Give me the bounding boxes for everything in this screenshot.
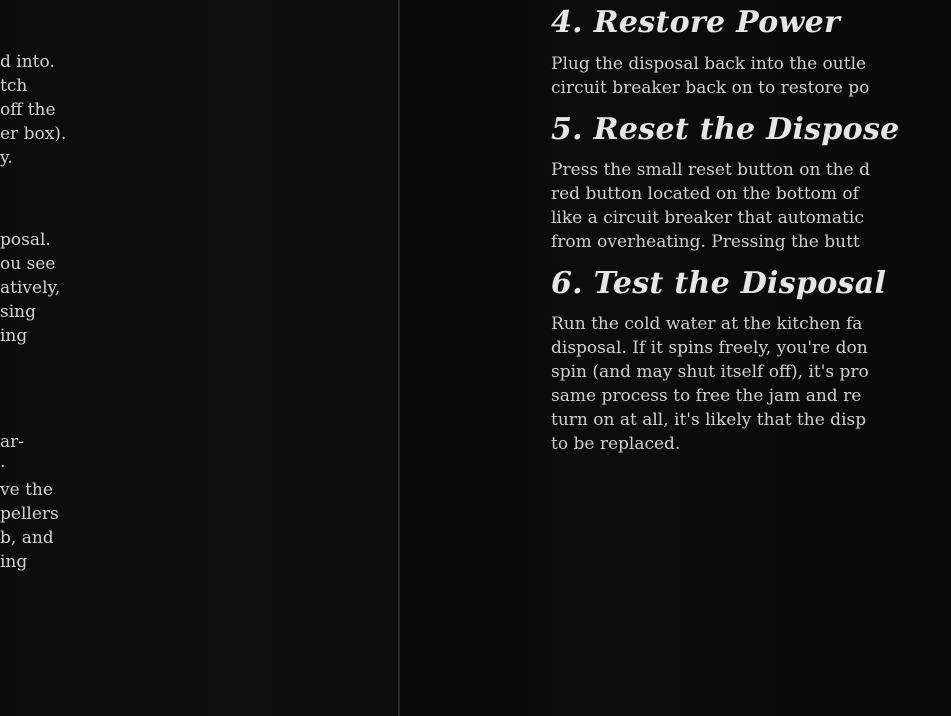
left-text-line: atively, <box>0 278 61 298</box>
body-line: like a circuit breaker that automatic <box>551 208 864 228</box>
left-text-line: off the <box>0 100 56 120</box>
left-page-text <box>0 0 398 716</box>
left-text-line: ou see <box>0 254 56 274</box>
body-line: same process to free the jam and re <box>551 386 862 406</box>
left-page <box>0 0 398 716</box>
left-text-line: tch <box>0 76 28 96</box>
body-line: circuit breaker back on to restore po <box>551 78 870 98</box>
left-text-line: ar- <box>0 432 25 452</box>
body-line: Run the cold water at the kitchen fa <box>551 314 863 334</box>
body-line: Plug the disposal back into the outle <box>551 54 867 74</box>
left-text-line: b, and <box>0 528 54 548</box>
left-text-line: ing <box>0 552 28 572</box>
left-text-line: posal. <box>0 230 51 250</box>
left-text-line: ing <box>0 326 28 346</box>
section-body-test-disposal <box>551 312 951 456</box>
left-text-line: er box). <box>0 124 67 144</box>
left-text-line: sing <box>0 302 36 322</box>
body-line: red button located on the bottom of <box>551 184 859 204</box>
section-body-restore-power <box>551 52 951 100</box>
body-line: turn on at all, it's likely that the disp <box>551 410 867 430</box>
body-line: spin (and may shut itself off), it's pro <box>551 362 869 382</box>
left-text-line: d into. <box>0 52 55 72</box>
section-heading-reset-disposal: 5. Reset the Dispose <box>551 112 900 147</box>
section-heading-test-disposal: 6. Test the Disposal <box>551 266 887 301</box>
section-body-reset-disposal <box>551 158 951 254</box>
left-text-line: pellers <box>0 504 59 524</box>
body-line: disposal. If it spins freely, you're don <box>551 338 868 358</box>
body-line: to be replaced. <box>551 434 681 454</box>
section-heading-restore-power: 4. Restore Power <box>551 5 841 40</box>
body-line: Press the small reset button on the d <box>551 160 870 180</box>
right-page <box>400 0 900 716</box>
left-text-line: y. <box>0 148 13 168</box>
left-text-line: ve the <box>0 480 53 500</box>
body-line: from overheating. Pressing the butt <box>551 232 860 252</box>
left-text-line: . <box>0 452 6 472</box>
